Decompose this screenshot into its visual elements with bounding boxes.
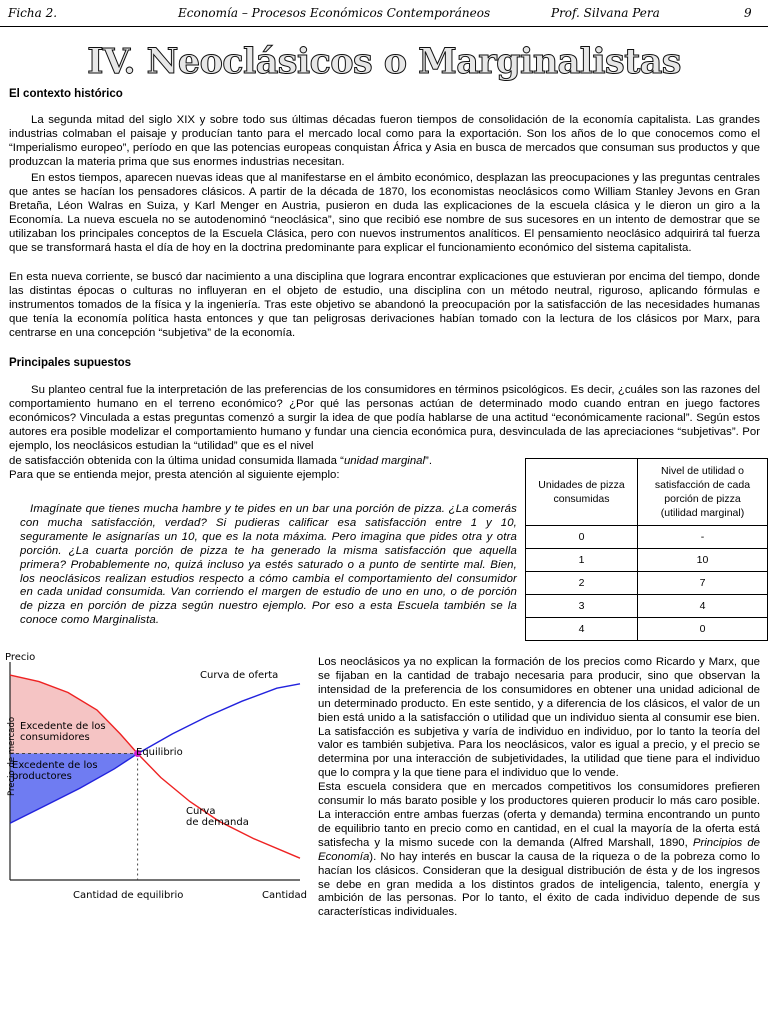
table-cell: 0: [526, 526, 638, 549]
paragraph-market-equilibrium: [318, 781, 760, 920]
paragraph-example-intro: Para que se entienda mejor, presta atención al siguiente ejemplo:: [9, 469, 340, 481]
label-line: Excedente de los: [12, 760, 98, 771]
header-sheet: Ficha 2.: [8, 6, 58, 20]
market-equilibrium-text-end: ). No hay interés en buscar la causa de la riqueza o de la pobreza como lo hacían los clásicos. Consideran que la desigual distribución de ésta y de los ingresos se debe en gran medida a los distintos grados de inteligencia, talento, energía y ambición de las personas. Por lo tanto, el éxito de cada individuo depende de sus características individuales.: [318, 850, 760, 919]
page-header: [0, 4, 768, 24]
y-axis-label: Precio: [5, 652, 36, 663]
x-axis-label: Cantidad: [262, 890, 307, 901]
label-line: Excedente de los: [20, 721, 106, 732]
table-cell: 2: [526, 572, 638, 595]
paragraph-historical-3: En esta nueva corriente, se buscó dar nacimiento a una disciplina que lograra encontrar explicaciones que estuvieran por encima del tiempo, donde las distintas épocas o culturas no influyeran en el objeto de estudio, una disciplina con un método neutral, riguroso, aplicando fórmulas e instrumentos tomados de la física y la ingeniería. Tras este objetivo se abandonó la preocupación por la satisfacción de las necesidades humanas que tenía la economía política hasta entonces y que tan peligrosas derivaciones habían tomado con la lectura de los clásicos por Marx, para centrarse en una concepción “subjetiva” de la economía.: [9, 271, 760, 339]
paragraph-assumptions-1: Su planteo central fue la interpretación de las preferencias de los consumidores en términos psicológicos. Es decir, ¿cuáles son las razones del comportamiento humano en el terreno económico? ¿Por qué las personas actúan de determinado modo cuando entran en juego factores económicos? Vinculada a estas preguntas comenzó a surgir la idea de que podía hablarse de una actitud “económicamente racional”. Según estos autores era posible modelizar el comportamiento humano y fundar una ciencia económica pura, desvinculada de las apreciaciones “subjetivas”. Por ejemplo, los neoclásicos estudian la “utilidad” que es el nivel: [9, 384, 760, 452]
table-cell: -: [638, 526, 768, 549]
book-title: Principios de Economía: [318, 836, 760, 863]
paragraph-historical-2: En estos tiempos, aparecen nuevas ideas que al manifestarse en el ámbito económico, desplazan las preocupaciones y las preguntas centrales que antes se hacían los pensadores clásicos. A partir de la década de 1870, los economistas neoclásicos como William Stanley Jevons en Gran Bretaña, Léon Walras en Suiza, y Karl Menger en Austria, pusieron en duda las explicaciones de la escuela clásica y le dieron un giro a la Economía. La nueva escuela no se autodenominó “neoclásica”, sino que recibió ese nombre de sus sucesores en un intento de demostrar que se utilizaban los principales conceptos de la Escuela Clásica, pero con nuevos instrumentos analíticos. El pensamiento neoclásico adquirirá tal fuerza que se transformará hasta el día de hoy en la doctrina predominante para explicar el funcionamiento económico del sistema capitalista.: [9, 172, 760, 254]
paragraph-price-formation: Los neoclásicos ya no explican la formación de los precios como Ricardo y Marx, que se fijaban en la cantidad de trabajo necesaria para producir, sino que observan la intensidad de la preferencia de los consumidores en obtener una unidad adicional de un determinado producto. En este sentido, y a diferencia de los clásicos, el valor de un bien está unido a la satisfacción o utilidad que un individuo sienta al consumir ese bien. La satisfacción es subjetiva y varía de individuo en individuo, por lo tanto la teoría del valor es también subjetiva. Para los neoclásicos, valor es igual a precio, y el precio se determina por una interacción de subjetividades, la utilidad que tiene para el individuo que lo compra y la que tiene para el individuo que lo vende.: [318, 656, 760, 780]
table-row: [526, 572, 768, 595]
table-row: [526, 595, 768, 618]
label-line: consumidores: [20, 732, 90, 743]
utility-definition-end: ”.: [425, 455, 432, 467]
page-title: IV. Neoclásicos o Marginalistas: [87, 41, 681, 82]
table-cell: 1: [526, 549, 638, 572]
table-cell: 10: [638, 549, 768, 572]
pizza-example: Imagínate que tienes mucha hambre y te pides en un bar una porción de pizza. ¿La comerás con mucha satisfacción, verdad? Si pudieras calificar esa satisfacción entre 1 y 10, seguramente le asignarías un 10, que es la nota máxima. Pero imagina que pides otra y otra porción. ¿La cuarta porción de pizza te ha generado la misma satisfacción que aquella primera? Probablemente no, quizá incluso ya estés saturado o a punto de sentirte mal. Bien, los neoclásicos realizan estudios respecto a cómo cambia el comportamiento del consumidor en cada unidad consumida. Van corriendo el margen de estudio de uno en uno, o de porción de pizza en porción de pizza según nuestro ejemplo. Por eso a esta Escuela también se la conoce como Marginalista.: [20, 503, 517, 627]
label-line: productores: [12, 771, 72, 782]
header-course: Economía – Procesos Económicos Contemporáneos: [178, 6, 491, 20]
price-theory-column: [318, 656, 760, 920]
page-number: 9: [744, 6, 752, 20]
header-divider: [0, 26, 768, 27]
market-equilibrium-text: Esta escuela considera que en mercados competitivos los consumidores prefieren consumir lo más barato posible y los productores quieren producir lo más caro posible. La interacción entre ambas fuerzas (oferta y demanda) termina encontrando un punto de equilibrio tanto en precio como en cantidad, en el cual la mayoría de la oferta está satisfecha y la mismo sucede con la demanda (Alfred Marshall, 1890,: [318, 781, 760, 849]
header-utility-text: Nivel de utilidad o satisfacción de cada porción de pizza (utilidad marginal): [654, 465, 751, 519]
label-line: Curva: [186, 806, 216, 817]
table-header-row: [526, 459, 768, 526]
equilibrium-quantity-label: Cantidad de equilibrio: [73, 890, 184, 901]
marginal-utility-table: [525, 458, 768, 641]
section-heading-main-assumptions: Principales supuestos: [9, 357, 132, 369]
supply-demand-chart: [0, 648, 312, 906]
table-cell: 7: [638, 572, 768, 595]
paragraph-historical-1: La segunda mitad del siglo XIX y sobre todo sus últimas décadas fueron tiempos de consolidación de la economía capitalista. Las grandes industrias colmaban el paisaje y producían tanto para el mercado local como para la exportación. Son los años de lo que conocemos como el “Imperialismo europeo”, período en que las potencias europeas conquistan África y Asia en busca de mercados que consuman sus productos y que produzcan la materia prima que sus enormes industrias necesitan.: [9, 114, 760, 168]
paragraph-utility-definition: [9, 455, 519, 469]
table-cell: 3: [526, 595, 638, 618]
supply-curve-label: Curva de oferta: [200, 670, 279, 681]
header-teacher: Prof. Silvana Pera: [551, 6, 660, 20]
equilibrium-label: Equilibrio: [136, 747, 183, 758]
utility-definition-text: de satisfacción obtenida con la última unidad consumida llamada “: [9, 455, 344, 467]
label-line: de demanda: [186, 817, 249, 828]
table-header-utility: [638, 459, 768, 526]
header-units-text: Unidades de pizza consumidas: [538, 479, 625, 505]
table-cell: 4: [526, 618, 638, 641]
table-row: [526, 549, 768, 572]
table-cell: 4: [638, 595, 768, 618]
utility-term: unidad marginal: [343, 455, 426, 467]
table-row: [526, 526, 768, 549]
demand-curve-label: [186, 806, 249, 828]
table-row: [526, 618, 768, 641]
section-heading-historical-context: El contexto histórico: [9, 88, 123, 100]
table-cell: 0: [638, 618, 768, 641]
table-header-units: [526, 459, 638, 526]
y-axis-side-label: Precio de mercado: [7, 716, 17, 796]
